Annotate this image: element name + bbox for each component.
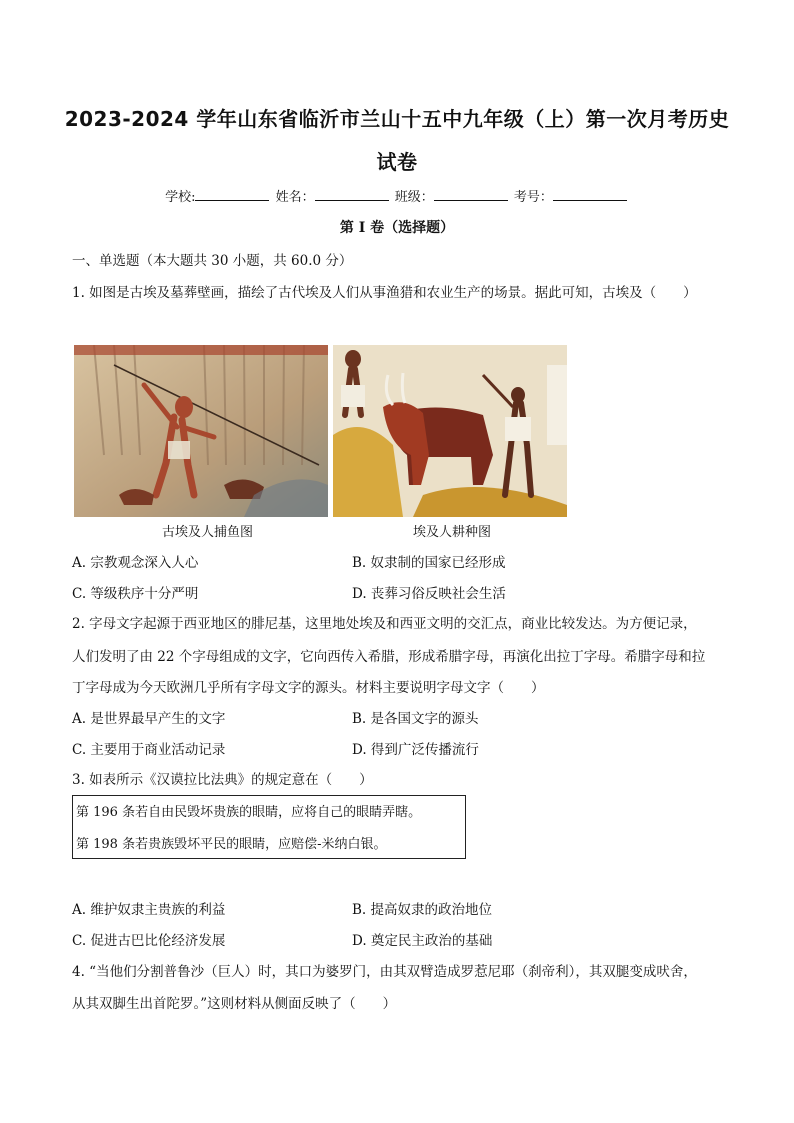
fishing-mural-illustration — [74, 345, 328, 517]
q2-option-d[interactable]: D. 得到广泛传播流行 — [352, 742, 479, 758]
q3-option-a[interactable]: A. 维护奴隶主贵族的利益 — [72, 902, 226, 918]
name-label: 姓名： — [275, 190, 315, 205]
school-label: 学校: — [165, 190, 196, 205]
q3-option-b[interactable]: B. 提高奴隶的政治地位 — [352, 902, 493, 918]
q3-option-d[interactable]: D. 奠定民主政治的基础 — [352, 933, 493, 949]
q2-line1: 2. 字母文字起源于西亚地区的腓尼基，这里地处埃及和西亚文明的交汇点，商业比较发达。为方便记录， — [72, 616, 697, 632]
class-label: 班级： — [394, 190, 434, 205]
number-label: 考号： — [513, 190, 553, 205]
class-blank[interactable] — [434, 188, 508, 201]
law-row-196: 第 196 条若自由民毁坏贵族的眼睛，应将自己的眼睛弄瞎。 — [76, 805, 422, 820]
q2-option-a[interactable]: A. 是世界最早产生的文字 — [72, 711, 226, 727]
volume-heading: 第 I 卷（选择题） — [339, 220, 455, 236]
law-code-table — [72, 795, 466, 859]
farming-mural-illustration — [333, 345, 567, 517]
q1-option-d[interactable]: D. 丧葬习俗反映社会生活 — [352, 586, 506, 602]
law-row-198: 第 198 条若贵族毁坏平民的眼睛，应赔偿-米纳白银。 — [76, 837, 387, 852]
caption-fishing: 古埃及人捕鱼图 — [162, 525, 254, 540]
q1-option-b[interactable]: B. 奴隶制的国家已经形成 — [352, 555, 506, 571]
exam-title-line2: 试卷 — [376, 150, 418, 174]
q1-text: 1. 如图是古埃及墓葬壁画，描绘了古代埃及人们从事渔猎和农业生产的场景。据此可知，古埃及（ ） — [72, 285, 697, 301]
q1-option-c[interactable]: C. 等级秩序十分严明 — [72, 586, 199, 602]
q3-option-c[interactable]: C. 促进古巴比伦经济发展 — [72, 933, 226, 949]
caption-farming: 埃及人耕种图 — [413, 525, 492, 540]
exam-title-line1: 2023-2024 学年山东省临沂市兰山十五中九年级（上）第一次月考历史 — [64, 107, 730, 131]
q2-line3: 丁字母成为今天欧洲几乎所有字母文字的源头。材料主要说明字母文字（ ） — [72, 680, 545, 696]
school-blank[interactable] — [195, 188, 269, 201]
q2-line2: 人们发明了由 22 个字母组成的文字，它向西传入希腊，形成希腊字母，再演化出拉丁字母。希腊字母和拉 — [72, 649, 706, 665]
number-blank[interactable] — [553, 188, 627, 201]
q3-text: 3. 如表所示《汉谟拉比法典》的规定意在（ ） — [72, 772, 373, 788]
q4-line1: 4. “当他们分割普鲁沙（巨人）时，其口为婆罗门，由其双臂造成罗惹尼耶（刹帝利），其双腿变成吠舍， — [72, 964, 697, 980]
q2-option-b[interactable]: B. 是各国文字的源头 — [352, 711, 479, 727]
egyptian-fishing-mural — [74, 345, 328, 517]
student-info-row — [0, 186, 794, 205]
q2-option-c[interactable]: C. 主要用于商业活动记录 — [72, 742, 226, 758]
q4-line2: 从其双脚生出首陀罗。”这则材料从侧面反映了（ ） — [72, 996, 397, 1012]
section-heading: 一、单选题（本大题共 30 小题，共 60.0 分） — [72, 253, 353, 269]
q1-option-a[interactable]: A. 宗教观念深入人心 — [72, 555, 199, 571]
egyptian-farming-mural — [333, 345, 567, 517]
name-blank[interactable] — [315, 188, 389, 201]
